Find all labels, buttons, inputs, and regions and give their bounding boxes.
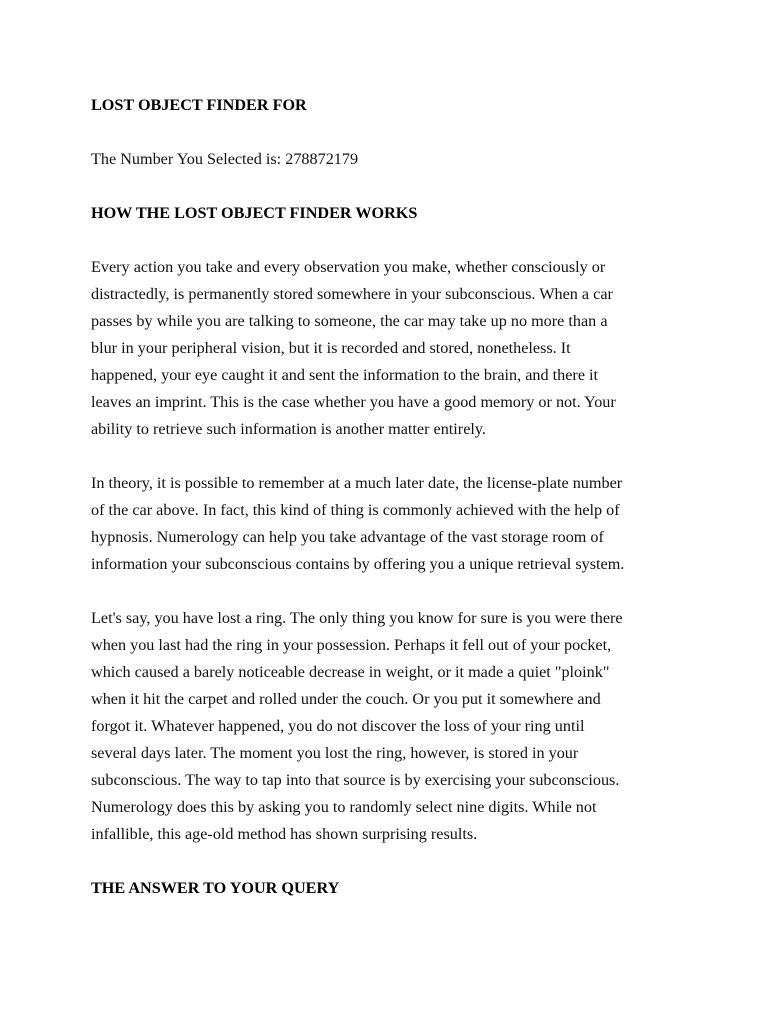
text-line: passes by while you are talking to someone, the car may take up no more than a (91, 312, 608, 330)
text-line: blur in your peripheral vision, but it is recorded and stored, nonetheless. It (91, 339, 571, 357)
text-line: ability to retrieve such information is another matter entirely. (91, 420, 486, 438)
text-line: Let's say, you have lost a ring. The only thing you know for sure is you were there (91, 609, 623, 627)
paragraph-spacer (91, 578, 691, 605)
text-line: leaves an imprint. This is the case whether you have a good memory or not. Your (91, 393, 616, 411)
document-title: LOST OBJECT FINDER FOR (91, 96, 307, 114)
text-line: information your subconscious contains by offering you a unique retrieval system. (91, 555, 625, 573)
text-line: several days later. The moment you lost the ring, however, is stored in your (91, 744, 579, 762)
section-heading-how-it-works: HOW THE LOST OBJECT FINDER WORKS (91, 204, 418, 222)
text-line: which caused a barely noticeable decrease in weight, or it made a quiet "ploink" (91, 663, 610, 681)
paragraph-1 (91, 254, 691, 443)
text-line: of the car above. In fact, this kind of thing is commonly achieved with the help of (91, 501, 620, 519)
section-heading-answer: THE ANSWER TO YOUR QUERY (91, 879, 340, 897)
text-line: happened, your eye caught it and sent the information to the brain, and there it (91, 366, 599, 384)
selected-number-line: The Number You Selected is: 278872179 (91, 150, 359, 168)
document-body (91, 92, 691, 902)
text-line: hypnosis. Numerology can help you take advantage of the vast storage room of (91, 528, 604, 546)
text-line: distractedly, is permanently stored somewhere in your subconscious. When a car (91, 285, 613, 303)
text-line: subconscious. The way to tap into that source is by exercising your subconscious. (91, 771, 620, 789)
text-line: In theory, it is possible to remember at a much later date, the license-plate number (91, 474, 623, 492)
paragraph-spacer (91, 119, 691, 146)
text-line: forgot it. Whatever happened, you do not discover the loss of your ring until (91, 717, 585, 735)
text-line: Every action you take and every observation you make, whether consciously or (91, 258, 606, 276)
text-line: when you last had the ring in your possession. Perhaps it fell out of your pocket, (91, 636, 612, 654)
paragraph-spacer (91, 443, 691, 470)
text-line: infallible, this age-old method has shown surprising results. (91, 825, 478, 843)
paragraph-3 (91, 605, 691, 848)
paragraph-2 (91, 470, 691, 578)
paragraph-spacer (91, 848, 691, 875)
text-line: Numerology does this by asking you to randomly select nine digits. While not (91, 798, 597, 816)
paragraph-spacer (91, 227, 691, 254)
paragraph-spacer (91, 173, 691, 200)
text-line: when it hit the carpet and rolled under the couch. Or you put it somewhere and (91, 690, 601, 708)
